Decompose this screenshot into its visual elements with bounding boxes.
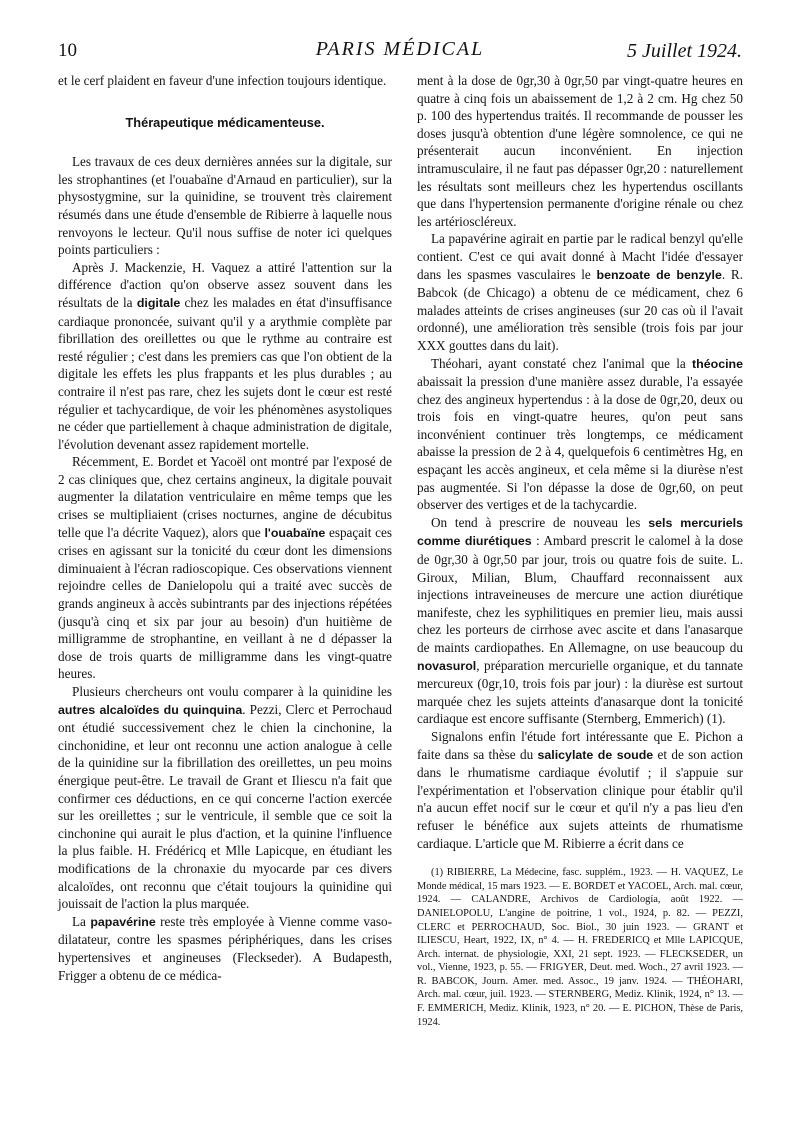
- keyword: l'ouabaïne: [264, 525, 326, 540]
- page-header: [58, 38, 742, 68]
- paragraph: Après J. Mackenzie, H. Vaquez a attiré l'attention sur la différence d'action qu'on observe assez souvent dans les résultats de la digitale chez les malades en état d'insuffisance cardiaque prononcée, suivant qu'il y a arythmie complète par fibrillation des oreillettes ou que le rythme au contraire est resté régulier ; c'est dans les premiers cas que l'on obtient de la digitale les effets les plus frappants et les plus durables ; au contraire il n'est pas rare, chez les sujets dont le cœur est resté régulier et tachycardique, de voir les phénomènes asystoliques ne céder que partiellement à chaque administration de digitale, l'évolution devenant assez rapidement mortelle.: [58, 259, 392, 452]
- right-column: [417, 72, 743, 1029]
- paragraph: La papavérine agirait en partie par le radical benzyl qu'elle contient. C'est ce qui avait donné à Macht l'idée d'essayer dans les spasmes vasculaires le benzoate de benzyle. R. Babcok (de Chicago) a obtenu de ce médicament, chez 6 malades atteints de crises angineuses (sur 20 cas où il l'avait ordonné), une amélioration très sensible (trois fois par jour XXX gouttes dans du lait).: [417, 231, 743, 353]
- footnote: (1) RIBIERRE, La Médecine, fasc. supplém., 1923. — H. VAQUEZ, Le Monde médical, 15 mars 1923. — E. BORDET et YACOEL, Arch. mal. cœur, 1924. — CALANDRE, Archivos de Cardiología, août 1922. — DANIELOPOLU, L'angine de poitrine, 1 vol., 1924, p. 82. — PEZZI, CLERC et PERROCHAUD, Soc. Biol., 30 juin 1923. — GRANT et ILIESCU, Heart, 1922, IX, n° 4. — H. FREDERICQ et Mlle LAPICQUE, Arch. internat. de physiologie, XXI, 21 sept. 1923. — FLECKSEDER, un vol., Vienne, 1923, p. 55. — FRIGYER, Deut. med. Woch., 27 avril 1923. — R. BABCOK, Journ. Amer. med. Assoc., 19 janv. 1924. — THÉOHARI, Arch. mal. cœur, juil. 1923. — STERNBERG, Mediz. Klinik, 1924, n° 13. — F. EMMERICH, Mediz. Klinik, 1923, n° 20. — E. PICHON, Thèse de Paris, 1924.: [417, 867, 743, 1028]
- section-title: Thérapeutique médicamenteuse.: [125, 114, 325, 130]
- left-column: [58, 72, 392, 984]
- intro-paragraph: et le cerf plaident en faveur d'une infection toujours identique.: [58, 73, 387, 88]
- paragraph: ment à la dose de 0gr,30 à 0gr,50 par vingt-quatre heures en quatre à cinq fois un abaissement de 1,2 à 2 cm. Hg chez 50 p. 100 des hypertendus traités. Il recommande de pousser les doses jusqu'à obtention d'une légère somnolence, ce qui ne présenterait aucun inconvénient. En injection intramusculaire, il ne faut pas dépasser 0gr,20 : naturellement les résultats sont meilleurs chez les hypertendus oscillants que dans l'hypertension permanente d'origine rénale ou chez les artérioscléreux.: [417, 73, 743, 229]
- keyword: digitale: [136, 295, 181, 310]
- journal-title: PARIS MÉDICAL: [315, 38, 485, 60]
- page-number: 10: [58, 40, 77, 61]
- paragraph: On tend à prescrire de nouveau les sels mercuriels comme diurétiques : Ambard prescrit le calomel à la dose de 0gr,30 à 0gr,50 par jour, trois ou quatre fois de suite. L. Giroux, Milian, Blum, Chauffard reconnaissent aux injections intraveineuses de mercure une action diurétique manifeste, chez les syphilitiques en premier lieu, mais aussi chez les porteurs de cirrhose avec ascite et dans l'anasarque de maints cardiopathes. En Allemagne, on use beaucoup du novasurol, préparation mercurielle organique, et du tannate mercureux (0gr,10, trois fois par jour) : la diurèse est surtout marquée chez les sujets atteints d'anasarque dont la tonicité cardiaque est encore suffisante (Sternberg, Emmerich) (1).: [417, 514, 743, 727]
- issue-date: 5 Juillet 1924.: [627, 40, 742, 62]
- keyword: sels mercuriels comme diurétiques: [417, 515, 743, 549]
- paragraph: Les travaux de ces deux dernières années sur la digitale, sur les strophantines (et l'ouabaïne d'Arnaud en particulier), sur la physostygmine, sur la quinidine, se trouvent très clairement résumés dans une étude d'ensemble de Ribierre à laquelle nous renvoyons le lecteur. Qu'il nous suffise de noter ici quelques points particuliers :: [58, 154, 392, 258]
- keyword: novasurol: [417, 658, 477, 673]
- paragraph: La papavérine reste très employée à Vienne comme vaso-dilatateur, contre les spasmes périphériques, dans les crises hypertensives et angineuses (Fleckseder). A Budapesth, Frigger a obtenu de ce médica-: [58, 913, 392, 983]
- paragraph: Signalons enfin l'étude fort intéressante que E. Pichon a faite dans sa thèse du salicylate de soude et de son action dans le rhumatisme cardiaque évolutif ; il s'appuie sur l'expérimentation et l'observation clinique pour établir qu'il n'a aucun effet nocif sur le cœur et qu'il n'y a pas lieu d'en refuser le bénéfice aux sujets atteints de rhumatisme cardiaque. L'article que M. Ribierre a écrit dans ce: [417, 728, 743, 851]
- paragraph: Plusieurs chercheurs ont voulu comparer à la quinidine les autres alcaloïdes du quinquina. Pezzi, Clerc et Perrochaud ont étudié successivement chez le chien la cinchonine, la cinchonidine, et leur ont reconnu une action analogue à celle de la quinidine sur la fibrillation des oreillettes, un peu moins énergique peut-être. Le travail de Grant et Iliescu n'a fait que confirmer ces déductions, en ce qui concerne l'action exercée sur les oreillettes ; sur le ventricule, il semble que ce soit la cinchonine qui aurait le plus d'action, et la quinine l'influence la plus faible. H. Frédéricq et Mlle Lapicque, en étudiant les modifications de la chronaxie du myocarde par ces divers alcaloïdes, ont reconnu que c'était toujours la quinidine qui jouissait de l'action la plus marquée.: [58, 684, 393, 912]
- footnotes: [417, 866, 743, 1029]
- keyword: théocine: [692, 356, 743, 371]
- keyword: papavérine: [90, 914, 156, 929]
- paragraph: Récemment, E. Bordet et Yacoël ont montré par l'exposé de 2 cas cliniques que, chez certains angineux, la digitale pouvait augmenter la dilatation ventriculaire en même temps que les crises se multipliaient (crises nocturnes, angine de décubitus telle que l'a décrite Vaquez), alors que l'ouabaïne espaçait ces crises en agissant sur la tonicité du cœur dont les dimensions diminuaient à l'écran radioscopique. Ces observations viennent rejoindre celles de Danielopolu qui a traité avec succès de grands angineux à accès subintrants par des injections répétées (jusqu'à cinq et six par jour au besoin) d'un huitième de milligramme de strophantine, en veillant à ne d dépasser la dose de trois quarts de milligramme dans les vingt-quatre heures.: [58, 454, 392, 682]
- keyword: autres alcaloïdes du quinquina: [58, 702, 243, 717]
- keyword: benzoate de benzyle: [596, 267, 722, 282]
- paragraph: Théohari, ayant constaté chez l'animal que la théocine abaissait la pression d'une manière assez durable, l'a essayée chez des angineux hypertendus : à la dose de 0gr,20, deux ou trois fois en vingt-quatre heures, qu'on peut sans inconvénient continuer très longtemps, ce médicament abaisse la pression de 2 à 4, quelquefois 6 centimètres Hg, en espaçant les accès angineux, et cela même si la diurèse n'est pas augmentée. Si l'on dépasse la dose de 0gr,60, on peut observer des vertiges et de la tachycardie.: [417, 355, 743, 513]
- keyword: salicylate de soude: [537, 747, 654, 762]
